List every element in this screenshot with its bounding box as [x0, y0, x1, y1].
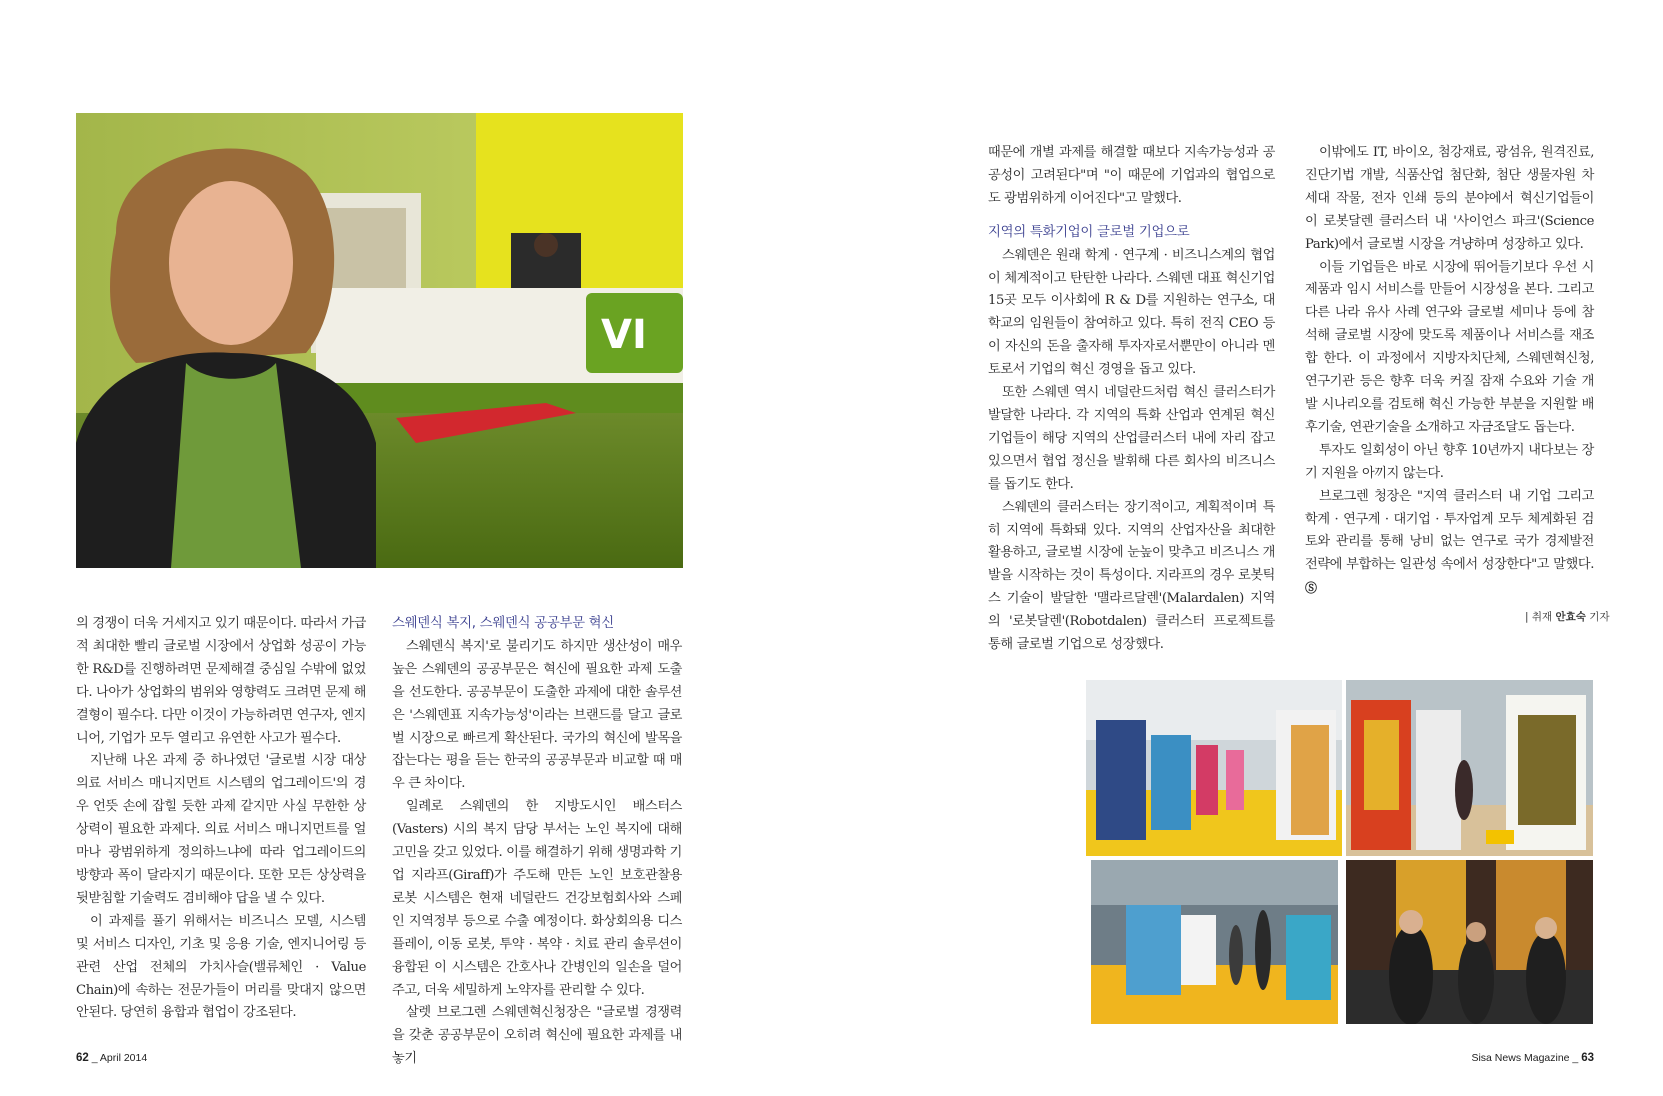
left-folio — [76, 1052, 147, 1064]
exhibition-photo-4 — [1346, 860, 1593, 1024]
folio-text: Sisa News Magazine _ — [1471, 1052, 1579, 1064]
left-column-1 — [76, 613, 366, 1025]
paragraph: 지난해 나온 과제 중 하나였던 '글로벌 시장 대상 의료 서비스 매니지먼트 시스템의 업그레이드'의 경우 언뜻 손에 잡힐 듯한 과제 같지만 사실 무한한 상상력이 필요한 과제다. 의료 서비스 매니지먼트를 얼마나 광범위하게 정의하느냐에 따라 업그레이드의 방향과 폭이 달라지기 때문이다. 또한 모든 상상력을 뒷받침할 기술력도 겸비해야 답을 낼 수 있다. — [76, 753, 366, 906]
exhibition-photo-1 — [1086, 680, 1342, 856]
byline — [1525, 609, 1610, 624]
paragraph: 스웨덴은 원래 학계 · 연구계 · 비즈니스계의 협업이 체계적이고 탄탄한 나라다. 스웨덴 대표 혁신기업 15곳 모두 이사회에 R & D를 지원하는 연구소, 대학교의 임원들이 참여하고 있다. 특히 전직 CEO 등이 자신의 돈을 출자해 투자자로서뿐만이 아니라 멘토로서 기업의 혁신 경영을 돕고 있다. — [988, 247, 1275, 378]
paragraph: 이들 기업들은 바로 시장에 뛰어들기보다 우선 시제품과 임시 서비스를 만들어 시장성을 본다. 그리고 다른 나라 유사 사례 연구와 글로벌 세미나 등에 참석해 글로벌 시장에 맞도록 제품이나 서비스를 재조합 한다. 이 과정에서 지방자치단체, 스웨덴혁신청, 연구기관 등은 향후 더욱 커질 잠재 수요와 기술 개발 시나리오를 검토해 혁신 가능한 부분을 지원할 배후기술, 연관기술을 소개하고 자금조달도 돕는다. — [1305, 259, 1594, 435]
exhibition-photo-2 — [1346, 680, 1593, 856]
byline-suffix: 기자 — [1589, 611, 1610, 623]
section-heading: 지역의 특화기업이 글로벌 기업으로 — [988, 224, 1190, 240]
paragraph: 투자도 일회성이 아닌 향후 10년까지 내다보는 장기 지원을 아끼지 않는다. — [1305, 442, 1594, 481]
paragraph: 이밖에도 IT, 바이오, 첨강재료, 광섬유, 원격진료, 진단기법 개발, 식품산업 첨단화, 첨단 생물자원 차세대 작물, 전자 인쇄 등의 분야에서 혁신기업들이 이 로봇달렌 클러스터 내 '사이언스 파크'(Science Park)에서 글로벌 시장을 겨냥하며 성장하고 있다. — [1305, 145, 1594, 252]
paragraph: 이 과제를 풀기 위해서는 비즈니스 모델, 시스템 및 서비스 디자인, 기초 및 응용 기술, 엔지니어링 등 관련 산업 전체의 가치사슬(밸류체인 · Value Chain)에 속하는 전문가들이 머리를 맞대지 않으면 안된다. 당연히 융합과 협업이 강조된다. — [76, 913, 366, 1021]
right-column-1 — [988, 142, 1275, 657]
right-folio — [1471, 1052, 1594, 1064]
paragraph: 일례로 스웨덴의 한 지방도시인 배스터스(Vasters) 시의 복지 담당 부서는 노인 복지에 대해 고민을 갖고 있었다. 이를 해결하기 위해 생명과학 기업 지라프(Giraff)가 주도해 만든 노인 보호관찰용 로봇 시스템은 현재 네덜란드 건강보험회사와 스페인 지역정부 등으로 수출 예정이다. 화상회의용 디스플레이, 이동 로봇, 투약 · 복약 · 치료 관리 솔루션이 융합된 이 시스템은 간호사나 간병인의 일손을 덜어주고, 더욱 세밀하게 노약자를 관리할 수 있다. — [392, 799, 682, 998]
byline-name: 안효숙 — [1555, 611, 1586, 623]
byline-prefix: | 취재 — [1525, 611, 1553, 623]
paragraph: 의 경쟁이 더욱 거세지고 있기 때문이다. 따라서 가급적 최대한 빨리 글로벌 시장에서 상업화 성공이 가능한 R&D를 진행하려면 문제해결 중심일 수밖에 없었다. 나아가 상업화의 범위와 영향력도 크려면 문제 해결형이 필수다. 다만 이것이 가능하려면 연구자, 엔지니어, 기업가 모두 열리고 유연한 사고가 필수다. — [76, 616, 366, 746]
folio-text: _ April 2014 — [91, 1052, 148, 1064]
right-column-2 — [1305, 142, 1594, 601]
paragraph — [1305, 486, 1594, 602]
page-number: 63 — [1581, 1052, 1594, 1064]
paragraph-text: 브로그렌 청장은 "지역 클러스터 내 기업 그리고 학계 · 연구계 · 대기업 · 투자업계 모두 체계화된 검토와 관리를 통해 낭비 없는 연구로 국가 경제발전 전략에 부합하는 일관성 속에서 성장한다"고 말했다. — [1305, 488, 1594, 573]
section-heading: 스웨덴식 복지, 스웨덴식 공공부문 혁신 — [392, 616, 614, 631]
paragraph: 때문에 개별 과제를 해결할 때보다 지속가능성과 공공성이 고려된다"며 "이 때문에 기업과의 협업으로도 광범위하게 이어진다"고 말했다. — [988, 145, 1275, 206]
paragraph: 살렛 브로그렌 스웨덴혁신청장은 "글로벌 경쟁력을 갖춘 공공부문이 오히려 혁신에 필요한 과제를 내놓기 — [392, 1005, 682, 1067]
portrait-photo — [76, 113, 683, 568]
exhibition-photo-3 — [1091, 860, 1338, 1024]
paragraph: 스웨덴식 복지'로 불리기도 하지만 생산성이 매우 높은 스웨덴의 공공부문은 혁신에 필요한 과제 도출을 선도한다. 공공부문이 도출한 과제에 대한 솔루션은 '스웨덴표 지속가능성'이라는 브랜드를 달고 글로벌 시장으로 빠르게 확산된다. 국가의 혁신에 발목을 잡는다는 평을 듣는 한국의 공공부문과 비교할 때 매우 큰 차이다. — [392, 638, 682, 792]
end-mark-icon: Ⓢ — [1305, 581, 1317, 596]
page-number: 62 — [76, 1052, 89, 1064]
paragraph: 스웨덴의 클러스터는 장기적이고, 계획적이며 특히 지역에 특화돼 있다. 지역의 산업자산을 최대한 활용하고, 글로벌 시장에 눈높이 맞추고 비즈니스 개발을 시작하는 것이 특성이다. 지라프의 경우 로봇틱스 기술이 발달한 '맬라르달렌'(Malardalen) 지역의 '로봇달렌'(Robotdalen) 클러스터 프로젝트를 통해 글로벌 기업으로 성장했다. — [988, 499, 1275, 653]
left-column-2 — [392, 613, 682, 1071]
sign-text: VI — [601, 312, 647, 358]
paragraph: 또한 스웨덴 역시 네덜란드처럼 혁신 클러스터가 발달한 나라다. 각 지역의 특화 산업과 연계된 혁신기업들이 해당 지역의 산업클러스터 내에 자리 잡고 있으면서 협업 정신을 발휘해 다른 회사의 비즈니스를 돕기도 한다. — [988, 385, 1275, 492]
